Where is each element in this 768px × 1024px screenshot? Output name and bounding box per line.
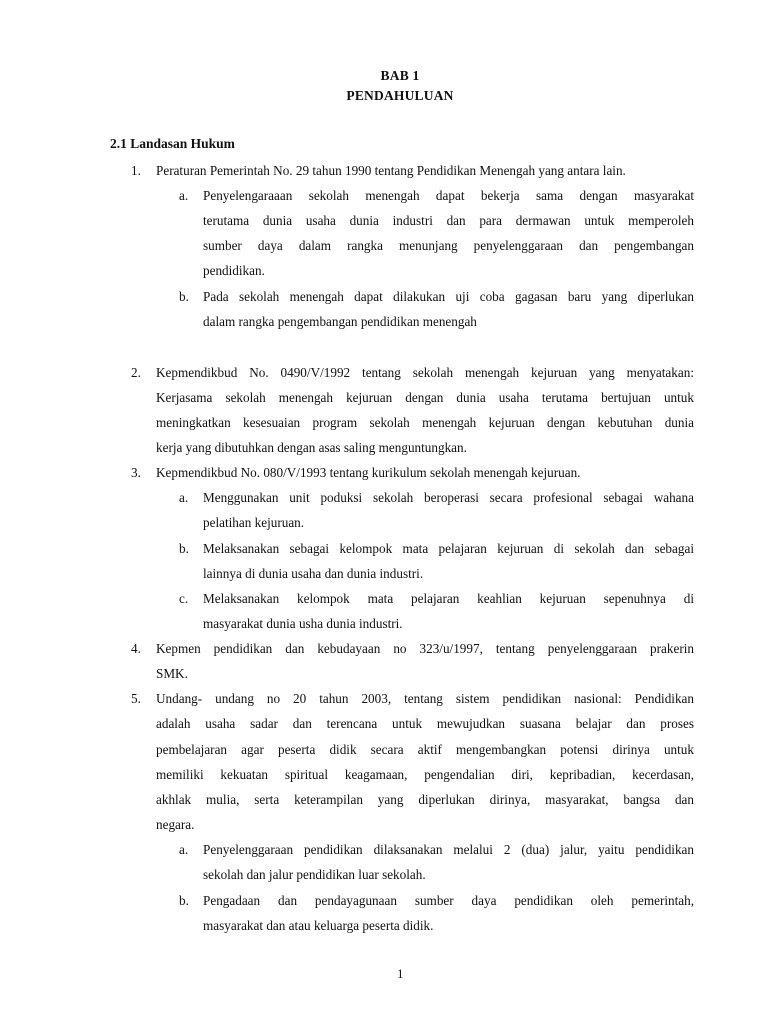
sub-item-line: Pengadaan dan pendayagunaan sumber daya pendidikan oleh pemerintah, [203,893,694,908]
list-item-line: adalah usaha sadar dan terencana untuk mewujudkan suasana belajar dan proses [156,716,694,731]
list-item-line: memiliki kekuatan spiritual keagamaan, pengendalian diri, kepribadian, kecerdasan, [156,767,694,782]
sub-item-line: lainnya di dunia usaha dan dunia industri. [203,566,424,581]
list-item-number: 2. [131,365,141,380]
list-item-line: negara. [156,817,195,832]
list-item-line: kerja yang dibutuhkan dengan asas saling menguntungkan. [156,440,467,455]
list-item-line: SMK. [156,666,188,681]
sub-item-line: masyarakat dunia usha dunia industri. [203,616,403,631]
list-item-line: Kepmendikbud No. 0490/V/1992 tentang sekolah menengah kejuruan yang menyatakan: [156,365,694,380]
list-item-line: Kepmen pendidikan dan kebudayaan no 323/u/1997, tentang penyelenggaraan prakerin [156,641,694,656]
list-item-number: 3. [131,465,141,480]
chapter-title: PENDAHULUAN [346,88,454,103]
sub-item-line: pendidikan. [203,263,265,278]
sub-item-letter: b. [179,893,189,908]
list-item-line: Peraturan Pemerintah No. 29 tahun 1990 tentang Pendidikan Menengah yang antara lain. [156,163,626,178]
sub-item-line: Penyelenggaraan pendidikan dilaksanakan melalui 2 (dua) jalur, yaitu pendidikan [203,842,694,857]
sub-item-line: Melaksanakan kelompok mata pelajaran keahlian kejuruan sepenuhnya di [203,591,694,606]
section-heading: 2.1 Landasan Hukum [110,136,235,151]
sub-item-letter: a. [179,490,189,505]
sub-item-letter: a. [179,842,189,857]
sub-item-line: sumber daya dalam rangka menunjang penyelenggaraan dan pengembangan [203,238,694,253]
list-item-line: Undang- undang no 20 tahun 2003, tentang sistem pendidikan nasional: Pendidikan [156,691,694,706]
sub-item-letter: b. [179,541,189,556]
list-item-number: 5. [131,691,141,706]
sub-item-line: dalam rangka pengembangan pendidikan menengah [203,314,477,329]
page-number: 1 [397,966,404,981]
chapter-number: BAB 1 [380,68,420,83]
sub-item-letter: b. [179,289,189,304]
list-item-number: 4. [131,641,141,656]
list-item-line: Kepmendikbud No. 080/V/1993 tentang kurikulum sekolah menengah kejuruan. [156,465,581,480]
sub-item-line: Menggunakan unit poduksi sekolah beroperasi secara profesional sebagai wahana [203,490,694,505]
sub-item-line: masyarakat dan atau keluarga peserta didik. [203,918,434,933]
sub-item-letter: c. [179,591,189,606]
list-item-line: Kerjasama sekolah menengah kejuruan dengan dunia usaha terutama bertujuan untuk [156,390,694,405]
list-item-line: pembelajaran agar peserta didik secara aktif mengembangkan potensi dirinya untuk [156,742,694,757]
sub-item-line: Pada sekolah menengah dapat dilakukan uji coba gagasan baru yang diperlukan [203,289,694,304]
list-item-line: akhlak mulia, serta keterampilan yang diperlukan dirinya, masyarakat, bangsa dan [156,792,694,807]
sub-item-line: pelatihan kejuruan. [203,515,305,530]
sub-item-line: sekolah dan jalur pendidikan luar sekolah. [203,867,426,882]
list-item-line: meningkatkan kesesuaian program sekolah menengah kejuruan dengan kebutuhan dunia [156,415,694,430]
sub-item-line: Penyelengaraaan sekolah menengah dapat bekerja sama dengan masyarakat [203,188,694,203]
list-item-number: 1. [131,163,141,178]
sub-item-letter: a. [179,188,189,203]
sub-item-line: Melaksanakan sebagai kelompok mata pelajaran kejuruan di sekolah dan sebagai [203,541,694,556]
sub-item-line: terutama dunia usaha dunia industri dan para dermawan untuk memperoleh [203,213,694,228]
